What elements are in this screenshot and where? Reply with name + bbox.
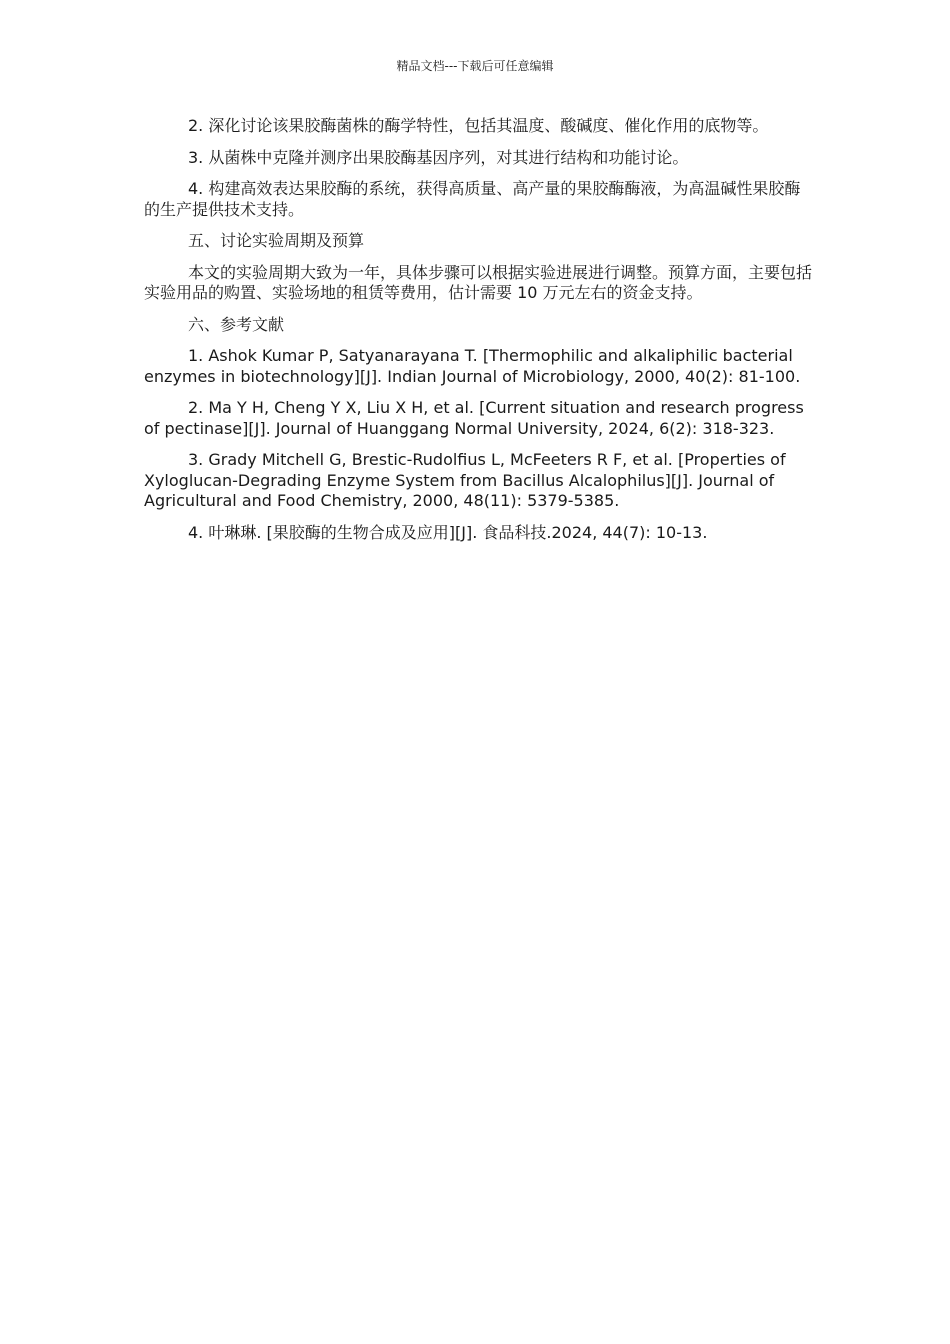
paragraph-period-budget: 本文的实验周期大致为一年，具体步骤可以根据实验进展进行调整。预算方面，主要包括实验用品的购置、实验场地的租赁等费用，估计需要 10 万元左右的资金支持。 (144, 262, 813, 302)
section-heading-references: 六、参考文献 (188, 314, 285, 334)
paragraph-objective-2: 2. 深化讨论该果胶酶菌株的酶学特性，包括其温度、酸碱度、催化作用的底物等。 (188, 116, 769, 135)
page-header: 精品文档---下载后可任意编辑 (396, 59, 554, 73)
document-body (144, 116, 816, 554)
reference-item-4: 4. 叶琳琳. [果胶酶的生物合成及应用][J]. 食品科技.2024, 44(7): 10-13. (188, 522, 708, 542)
paragraph-objective-4: 4. 构建高效表达果胶酶的系统，获得高质量、高产量的果胶酶酶液，为高温碱性果胶酶的生产提供技术支持。 (144, 179, 801, 219)
paragraph-objective-3: 3. 从菌株中克隆并测序出果胶酶基因序列，对其进行结构和功能讨论。 (188, 147, 689, 167)
section-heading-period-budget: 五、讨论实验周期及预算 (188, 231, 365, 250)
reference-item-2: 2. Ma Y H, Cheng Y X, Liu X H, et al. [Current situation and research progress of pectinase][J]. Journal of Huanggang Normal University, 2024, 6(2): 318-323. (144, 398, 804, 438)
reference-item-3: 3. Grady Mitchell G, Brestic-Rudolfius L, McFeeters R F, et al. [Properties of Xyloglucan-Degrading Enzyme System from Bacillus Alcalophilus][J]. Journal of Agricultural and Food Chemistry, 2000, 48(11): 5379-5385. (144, 450, 786, 510)
reference-item-1: 1. Ashok Kumar P, Satyanarayana T. [Thermophilic and alkaliphilic bacterial enzymes in biotechnology][J]. Indian Journal of Microbiology, 2000, 40(2): 81-100. (144, 346, 801, 386)
